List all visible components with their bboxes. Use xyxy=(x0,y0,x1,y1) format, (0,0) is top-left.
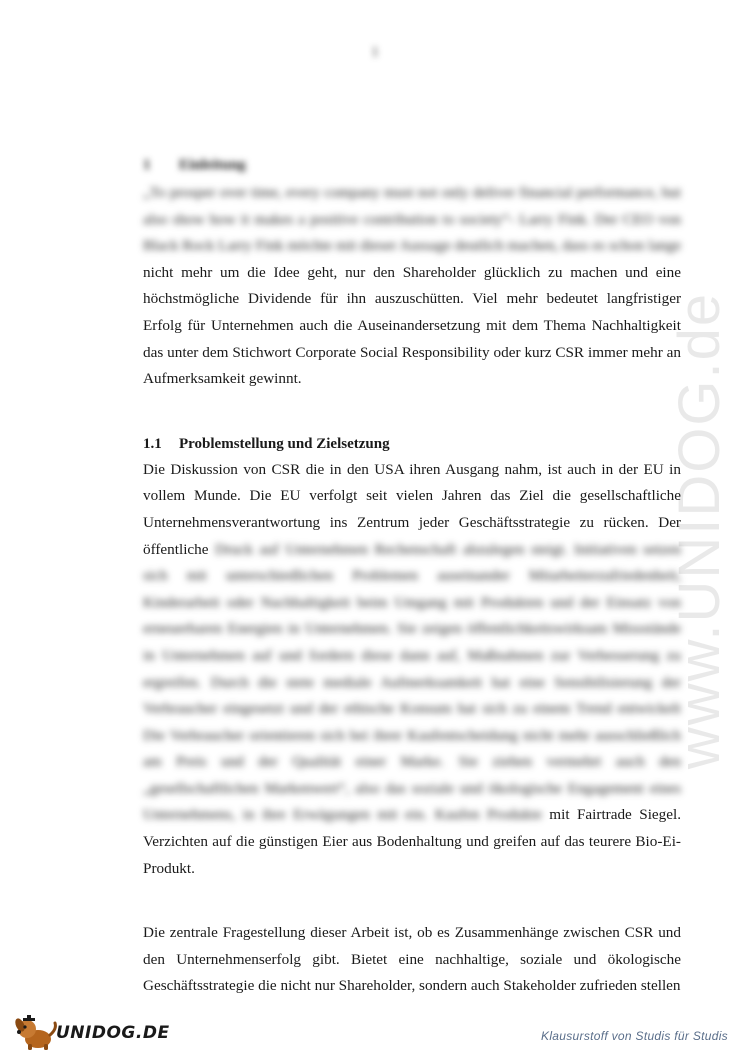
intro-paragraph xyxy=(143,180,681,393)
watermark-text: www.UNIDOG.de xyxy=(667,291,733,769)
visible-text-segment: Die Diskussion von CSR die in den USA ihren Ausgang nahm, ist auch in der EU in vollem Munde. Die EU verfolgt seit vielen Jahren das Ziel die gesellschaftliche Unternehmensverantwortung ins Zentrum jeder Geschäftsstrategie zu rücken. Der öffentliche xyxy=(143,460,681,558)
unidog-logo xyxy=(14,1015,174,1051)
chapter-number: 1 xyxy=(143,157,151,173)
blurred-text-segment: „To prosper over time, every company must not only deliver financial performance, but also show how it makes a positive contribution to society“- Larry Fink. Der CEO von Black Rock Larry Fink möchte mit dieser Aussage deutlich machen, dass es schon lange xyxy=(143,184,681,255)
visible-text-segment: nicht mehr um die Idee geht, nur den Shareholder glücklich zu machen und eine höchstmögliche Dividende für ihn auszuschütten. Viel mehr bedeutet langfristiger Erfolg für Unternehmen auch die Auseinandersetzung mit dem Thema Nachhaltigkeit das unter dem Stichwort Corporate Social Responsibility oder kurz CSR immer mehr an Aufmerksamkeit gewinnt. xyxy=(143,263,681,388)
blurred-text-segment: Druck auf Unternehmen Rechenschaft abzulegen steigt. Initiativen setzen sich mit unterschiedlichen Problemen auseinander Mitarbeiterzufriedenheit, Kinderarbeit oder Nachhaltigkeit beim Umgang mit Produkten und der Einsatz von erneuerbaren Energien in Unternehmen. Sie zeigen öffentlichkeitswirksam Missstände in Unternehmen auf und fordern diese dann auf, Maßnahmen zur Verbesserung zu ergreifen. Durch die stete mediale Aufmerksamkeit hat eine Sensibilisierung der Verbraucher eingesetzt und der ethische Konsum hat sich zu einem Trend entwickelt Die Verbraucher orientieren sich bei ihrer Kaufentscheidung nicht mehr ausschließlich am Preis und der Qualität einer Marke. Sie ziehen vermehrt auch den „gesellschaftlichen Markenwert“, also das soziale und ökologische Engagement eines Unternehmens, in ihre Erwägungen mit ein. Kaufen Produkte xyxy=(143,540,682,824)
section-title: Problemstellung und Zielsetzung xyxy=(179,435,390,452)
dog-mascot-icon xyxy=(14,1015,60,1051)
section-paragraph xyxy=(143,457,681,883)
logo-text: UNIDOG.DE xyxy=(56,1023,170,1043)
chapter-heading xyxy=(143,152,681,178)
document-body xyxy=(143,152,681,1000)
section-heading xyxy=(143,431,681,457)
section-number: 1.1 xyxy=(143,435,162,452)
page-number: 1 xyxy=(371,45,379,60)
chapter-title: Einleitung xyxy=(179,157,246,173)
footer-tagline: Klausurstoff von Studis für Studis xyxy=(541,1029,728,1043)
visible-text-segment: mit Fairtrade Siegel. Verzichten auf die günstigen Eier aus Bodenhaltung und greifen auf das teurere Bio-Ei-Produkt. xyxy=(143,806,682,877)
research-question-paragraph: Die zentrale Fragestellung dieser Arbeit ist, ob es Zusammenhänge zwischen CSR und den Unternehmenserfolg gibt. Bietet eine nachhaltige, soziale und ökologische Geschäftsstrategie die nicht nur Shareholder, sondern auch Stakeholder zufrieden stellen xyxy=(143,924,681,995)
